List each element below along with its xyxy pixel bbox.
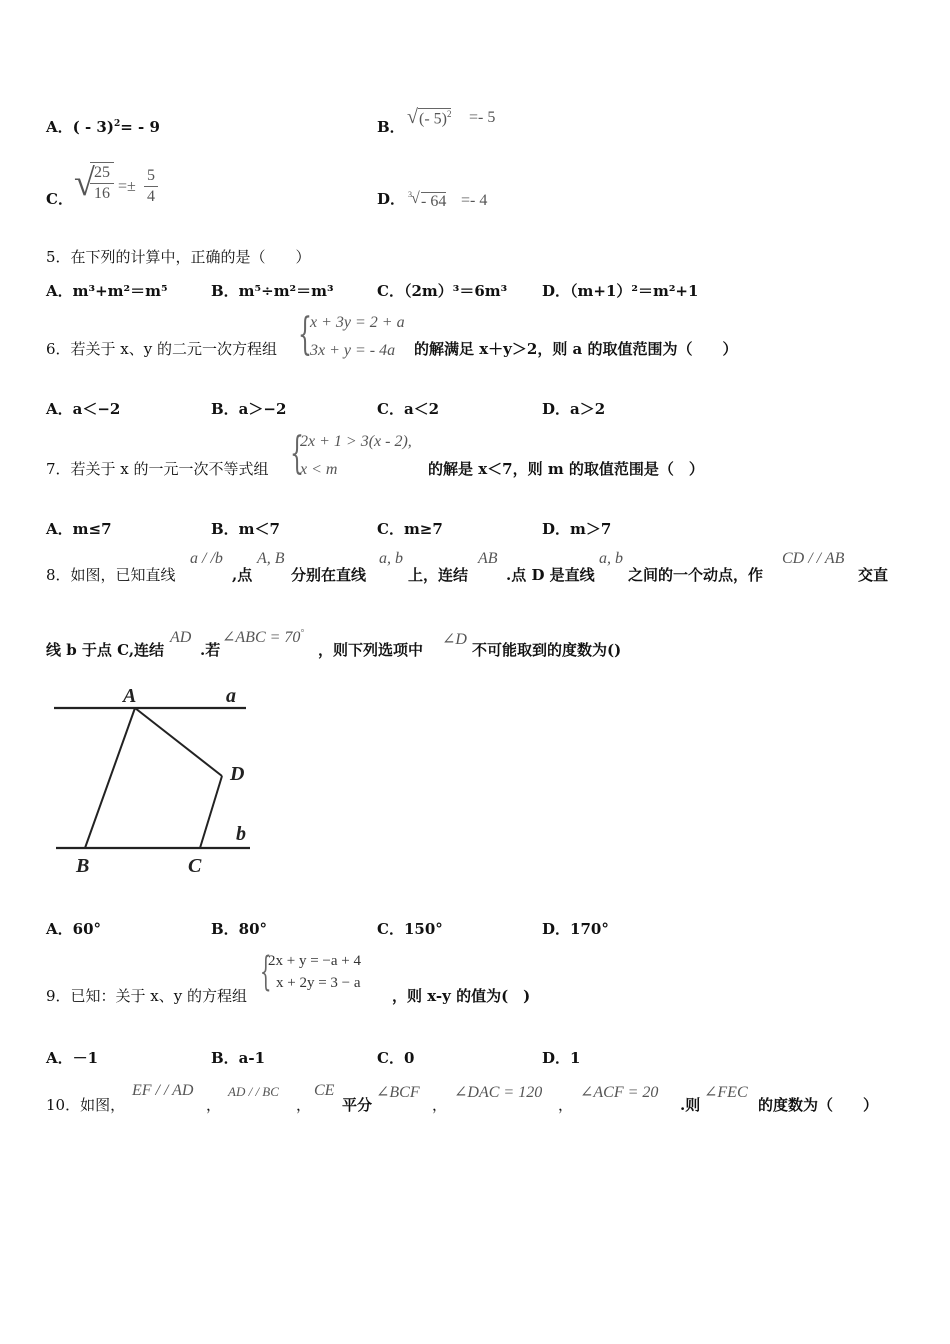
q7-option-c: C．m≥7 xyxy=(377,520,443,538)
q8-option-c: C．150° xyxy=(377,920,443,938)
q7-option-b: B．m＜7 xyxy=(211,520,280,538)
segment-ad xyxy=(135,708,222,776)
q5-stem: 5．在下列的计算中，正确的是（ ） xyxy=(46,248,311,266)
q8-option-a: A．60° xyxy=(46,920,102,938)
q5-option-c: C．（2m）³＝6m³ xyxy=(377,282,508,300)
q6-equation-system: { x + 3y = 2 + a 3x + y = - 4a xyxy=(298,309,405,360)
q4-option-a: A．( - 3)$^2$= - 9 xyxy=(46,118,160,136)
q7-option-d: D．m＞7 xyxy=(542,520,612,538)
q5-option-a: A．m³+m²＝m⁵ xyxy=(46,282,168,300)
q6-stem-pre: 6．若关于 x、y 的二元一次方程组 xyxy=(46,340,278,358)
q6-option-d: D．a＞2 xyxy=(542,400,606,418)
label-point-d: D xyxy=(230,763,245,785)
label-point-c: C xyxy=(188,855,202,877)
q6-option-c: C．a＜2 xyxy=(377,400,440,418)
q8-option-d: D．170° xyxy=(542,920,609,938)
q8-figure xyxy=(48,680,258,880)
q9-option-d: D．1 xyxy=(542,1049,581,1067)
label-point-b: B xyxy=(76,855,90,877)
segment-ab xyxy=(85,708,135,848)
q6-option-a: A．a＜−2 xyxy=(46,400,121,418)
q9-option-b: B．a-1 xyxy=(211,1049,266,1067)
label-point-a: A xyxy=(123,685,137,707)
q5-option-d: D．（m+1）²＝m²+1 xyxy=(542,282,699,300)
q10-stem: 10．如图， EF / / AD ， AD / / BC ， CE 平分 ∠BCF ， ∠DAC = 120 ， ∠ACF = 20 .则 ∠FEC 的度数为（ ） xyxy=(46,1082,879,1114)
q9-stem-pre: 9．已知：关于 x、y 的方程组 xyxy=(46,987,248,1005)
q7-inequality-system: { 2x + 1 > 3(x - 2), x < m xyxy=(290,428,412,479)
q8-stem-line1: 8．如图，已知直线 a / /b ,点 A, B 分别在直线 a, b 上，连结 AB .点 D 是直线 a, b 之间的一个动点，作 CD / / AB 交直 xyxy=(46,550,889,584)
q7-stem-post: 的解是 x＜7，则 m 的取值范围是（ ） xyxy=(428,460,704,478)
q9-stem-post: ，则 x-y 的值为( ) xyxy=(392,987,531,1005)
q5-option-b: B．m⁵÷m²＝m³ xyxy=(211,282,334,300)
q9-equation-system: { 2x + y = −a + 4 x + 2y = 3 − a xyxy=(260,949,361,995)
q7-option-a: A．m≤7 xyxy=(46,520,112,538)
q9-option-a: A．－1 xyxy=(46,1049,99,1067)
label-line-a: a xyxy=(226,685,236,707)
q7-stem-pre: 7．若关于 x 的一元一次不等式组 xyxy=(46,460,269,478)
q8-option-b: B．80° xyxy=(211,920,268,938)
q8-stem-line2: 线 b 于点 C,连结 AD .若 ∠ABC = 70° ，则下列选项中 ∠D 不可能取到的度数为() xyxy=(46,627,622,659)
q9-option-c: C．0 xyxy=(377,1049,415,1067)
q6-option-b: B．a＞−2 xyxy=(211,400,287,418)
label-line-b: b xyxy=(236,823,246,845)
segment-dc xyxy=(200,776,222,848)
q6-stem-post: 的解满足 x＋y＞2，则 a 的取值范围为（ ） xyxy=(414,340,738,358)
